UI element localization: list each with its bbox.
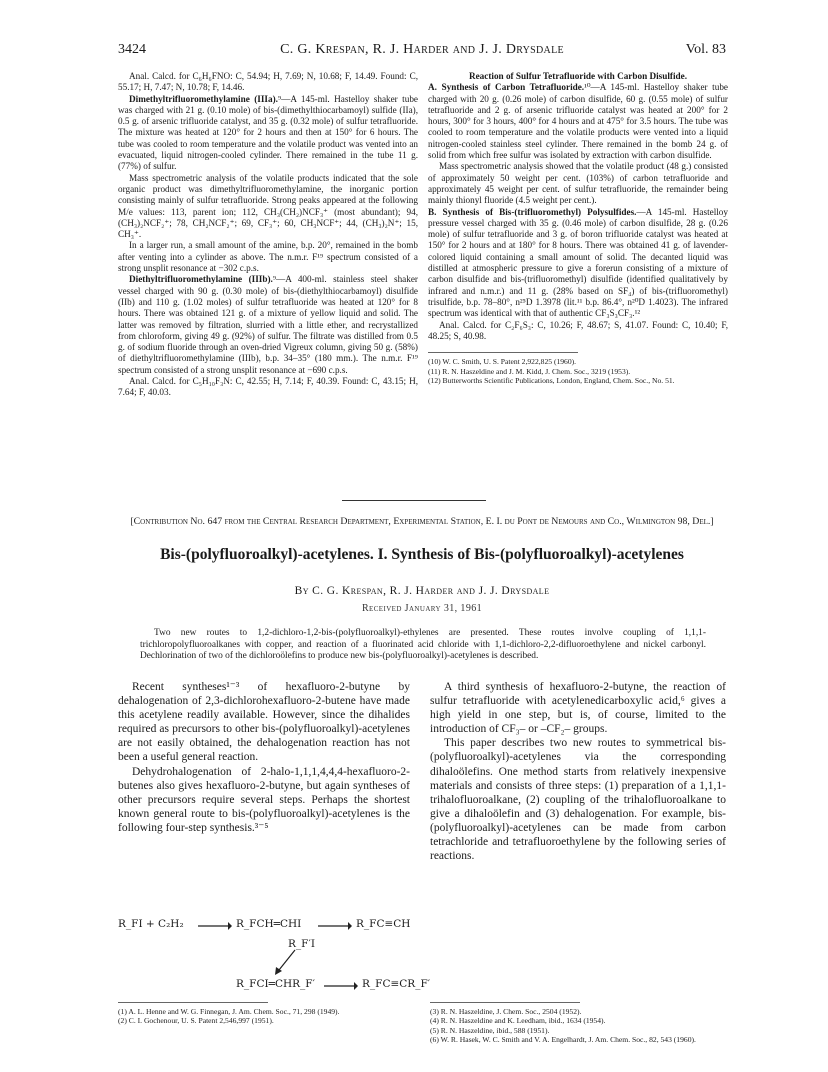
paragraph-text: —A 145-ml. Hastelloy pressure vessel charged with 35 g. (0.46 mole) of carbon disulfide, 28 g. (0.26 mole) of sulfur tetrafluoride and 3 g. of boron trifluoride catalyst was heated at 150° for 2 hours and at 180° for 8 hours. There was obtained 41 g. of lavender-colored liquid containing a small amount of solid. The decanted liquid was distilled at atmospheric pressure to give a forerun consisting of a mixture of carbon disulfide and bis-(trifluoromethyl) disulfide (identified qualitatively by infrared and n.m.r.) and 11 g. (28% based on SF₄) of bis-(trifluoromethyl) trisulfide, b.p. 78–80°, n²⁵D 1.3978 (lit.¹¹ b.p. 86.4°, n²⁰D 1.4023). The infrared spectrum was identical with that of authentic CF₃S₃CF₃.¹² [428,206,728,319]
body-paragraph: Dehydrohalogenation of 2-halo-1,1,1,4,4,4-hexafluoro-2-butenes also gives hexafluoro-2-butyne, but again syntheses of other precursors require several steps. Perhaps the shortest known general route to bis-(polyfluoroalkyl)-acetylenes is the following four-step synthesis.³⁻⁵ [118,765,410,834]
received-date: Received January 31, 1961 [361,603,483,614]
footnote-rule [118,1002,268,1003]
footnote-rule [430,1002,580,1003]
experimental-paragraph: Mass spectrometric analysis showed that the volatile product (48 g.) consisted of approximately 50 weight per cent. (103%) of carbon tetrafluoride and approximately 45 weight per cent. of sulfur tetrafluoride, the remainder being mainly thionyl fluoride (4.5 weight per cent.). [428,161,728,206]
footnote: (2) C. I. Gochenour, U. S. Patent 2,546,997 (1951). [118,1016,274,1026]
previous-article-left-column [118,71,418,399]
section-title: Reaction of Sulfur Tetrafluoride with Carbon Disulfide. [468,71,688,81]
reaction-arrow-diagonal [275,950,299,976]
previous-article-right-column [428,71,728,385]
footnote: (4) R. N. Haszeldine and K. Leedham, ibid., 1634 (1954). [430,1016,606,1026]
body-right-column [430,680,726,863]
paragraph-text: ⁹—A 400-ml. stainless steel shaker vessel charged with 90 g. (0.30 mole) of bis-(diethylthiocarbamoyl) disulfide (IIb) and 110 g. (1.02 moles) of sulfur tetrafluoride was heated at 120° for 8 hours. There was obtained 121 g. of a mixture of yellow liquid and solid. The latter was removed by filtration, slurried with a little ether, and recrystallized from chloroform, giving 49 g. (92%) of sulfur. The filtrate was distilled from 0.5 g. of sodium fluoride through an oven-dried Vigreux column, giving 50 g. (58%) of diethyltrifluoromethylamine (IIIb), b.p. 34–35° (180 mm.). The n.m.r. F¹⁹ spectrum consisted of a strong unsplit resonance at −690 c.p.s. [118,274,418,375]
footnote: (10) W. C. Smith, U. S. Patent 2,922,825 (1960). [428,357,577,367]
volume-number: Vol. 83 [685,42,726,57]
section-heading: Diethyltrifluoromethylamine (IIIb). [129,274,273,285]
section-heading: A. Synthesis of Carbon Tetrafluoride. [428,82,585,93]
footnote: (11) R. N. Haszeldine and J. M. Kidd, J. Chem. Soc., 3219 (1953). [428,366,631,376]
experimental-paragraph [118,274,418,376]
article-title: Bis-(polyfluoroalkyl)-acetylenes. I. Synthesis of Bis-(polyfluoroalkyl)-acetylenes [160,546,684,563]
experimental-paragraph [428,82,728,161]
article-separator [342,500,486,501]
experimental-paragraph: Mass spectrometric analysis of the volatile products indicated that the sole organic product was dimethyltrifluoromethylamine, the inorganic portion consisting mainly of sulfur tetrafluoride. Strong peaks appeared at the following M/e values: 113, parent ion; 112, CH₃(CH₂)NCF₃⁺ (most abundant); 94, (CH₃)₂NCF₂⁺; 78, CH₂NCF₂⁺; 69, CF₃⁺; 60, CH₃NCF⁺; 44, (CH₃)₂N⁺; 15, CH₃⁺. [118,172,418,240]
section-heading: Dimethyltrifluoromethylamine (IIIa). [129,93,278,104]
footnote: (5) R. N. Haszeldine, ibid., 588 (1951). [430,1025,550,1035]
body-left-column [118,680,410,835]
paragraph-text: ⁹—A 145-ml. Hastelloy shaker tube was charged with 21 g. (0.10 mole) of bis-(dimethylthiocarbamoyl) sulfide (IIa), 0.5 g. of arsenic trifluoride catalyst, and 35 g. (0.32 mole) of sulfur tetrafluoride. The mixture was heated at 120° for 2 hours and then at 150° for 6 hours. The tube was cooled to room temperature and the volatile product was vented into an evacuated, liquid nitrogen-cooled cylinder. There remained in the tube 11 g. (77%) of sulfur. [118,93,418,172]
paragraph-text: ¹⁰—A 145-ml. Hastelloy shaker tube charged with 20 g. (0.26 mole) of carbon disulfide, 60 g. (0.55 mole) of sulfur tetrafluoride and 2 g. of arsenic trifluoride catalyst was heated at 200° for 2 hours, 300° for 3 hours, 400° for 4 hours and at 475° for 3.5 hours. The tube was cooled to room temperature and the volatile products were vented into a liquid nitrogen-cooled stainless steel cylinder. There remained in the bomb 24 g. of solid from which free sulfur was isolated by extraction with carbon disulfide. [428,82,728,161]
abstract: Two new routes to 1,2-dichloro-1,2-bis-(polyfluoroalkyl)-ethylenes are presented. These routes involve coupling of 1,1,1-trichloropolyfluoroalkanes with copper, and reaction of a fluorinated acid chloride with 1,1-dichloro-2,2-difluoroethylene and nickel carbonyl. Dechlorination of two of the dichloroölefins to produce new bis-(polyfluoroalkyl)-acetylenes is described. [140,628,706,661]
reaction-arrow [318,920,352,932]
body-paragraph: A third synthesis of hexafluoro-2-butyne, the reaction of sulfur tetrafluoride with acetylenedicarboxylic acid,⁶ gives a high yield in one step, but is, of course, limited to the introduction of CF₃– or –CF₂– groups. [430,681,726,736]
footnotes [428,357,728,385]
scheme-reactants: R_FI + C₂H₂ [118,918,184,930]
reaction-arrow [198,920,232,932]
scheme-intermediate: R_FCH═CHI [236,918,302,930]
experimental-paragraph: In a larger run, a small amount of the amine, b.p. 20°, remained in the bomb after venting into a cylinder as above. The n.m.r. F¹⁹ spectrum consisted of a strong unsplit resonance at −302 c.p.s. [118,240,418,274]
experimental-paragraph [428,207,728,320]
author-byline: By C. G. Krespan, R. J. Harder and J. J. Drysdale [294,585,550,597]
scheme-acetylene: R_FC≡CH [356,918,411,930]
analysis-paragraph: Anal. Calcd. for C₅H₁₀F₃N: C, 42.55; H, 7.14; F, 40.39. Found: C, 43.15; H, 7.64; F, 40.03. [118,376,418,398]
running-header [118,42,726,62]
body-left-footnotes [118,1002,410,1026]
analysis-paragraph: Anal. Calcd. for C₆H₆FNO: C, 54.94; H, 7.69; N, 10.68; F, 14.49. Found: C, 55.17; H, 7.47; N, 10.78; F, 14.46. [118,71,418,93]
scheme-dihaloolefin: R_FCI═CHR_F′ [236,978,315,990]
section-heading: B. Synthesis of Bis-(trifluoromethyl) Polysulfides. [428,206,637,217]
reaction-arrow [324,980,358,992]
footnote: (12) Butterworths Scientific Publications, London, England, Chem. Soc., No. 51. [428,375,675,385]
footnote: (3) R. N. Haszeldine, J. Chem. Soc., 2504 (1952). [430,1007,582,1016]
experimental-paragraph [118,94,418,173]
analysis-paragraph: Anal. Calcd. for C₂F₆S₃: C, 10.26; F, 48.67; S, 41.07. Found: C, 10.40; F, 48.25; S, 40.98. [428,319,728,341]
page-number: 3424 [118,42,146,57]
footnote: (6) W. R. Hasek, W. C. Smith and V. A. Engelhardt, J. Am. Chem. Soc., 82, 543 (1960). [430,1035,696,1045]
footnote: (1) A. L. Henne and W. G. Finnegan, J. Am. Chem. Soc., 71, 298 (1949). [118,1007,340,1016]
scheme-product: R_FC≡CR_F′ [362,978,431,990]
body-right-footnotes [430,1002,726,1045]
scheme-reagent: R_F′I [288,938,315,950]
body-paragraph: This paper describes two new routes to symmetrical bis-(polyfluoroalkyl)-acetylenes via the corresponding dihaloölefins. One method starts from relatively inexpensive materials and consists of three steps: (1) preparation of a 1,1,1-trihalofluoroalkane, (2) coupling of the trihalofluoroalkane to give a dihaloölefin and (3) dehalogenation. For example, bis-(polyfluoroalkyl)-acetylenes can be made from carbon tetrachloride and tetrafluoroethylene by the following series of reactions. [430,737,726,863]
body-paragraph: Recent syntheses¹⁻³ of hexafluoro-2-butyne by dehalogenation of 2,3-dichlorohexafluoro-2-butene have made this acetylene readily available. However, since the dihalides required as precursors to other bis-(polyfluoroalkyl)-acetylenes are not easily obtained, the dehalogenation reaction has not been a useful general reaction. [118,681,410,764]
running-title: C. G. Krespan, R. J. Harder and J. J. Drysdale [280,42,564,57]
contribution-note: [Contribution No. 647 from the Central Research Department, Experimental Station, E. I. du Pont de Nemours and Co., Wilmington 98, Del.] [130,516,714,527]
